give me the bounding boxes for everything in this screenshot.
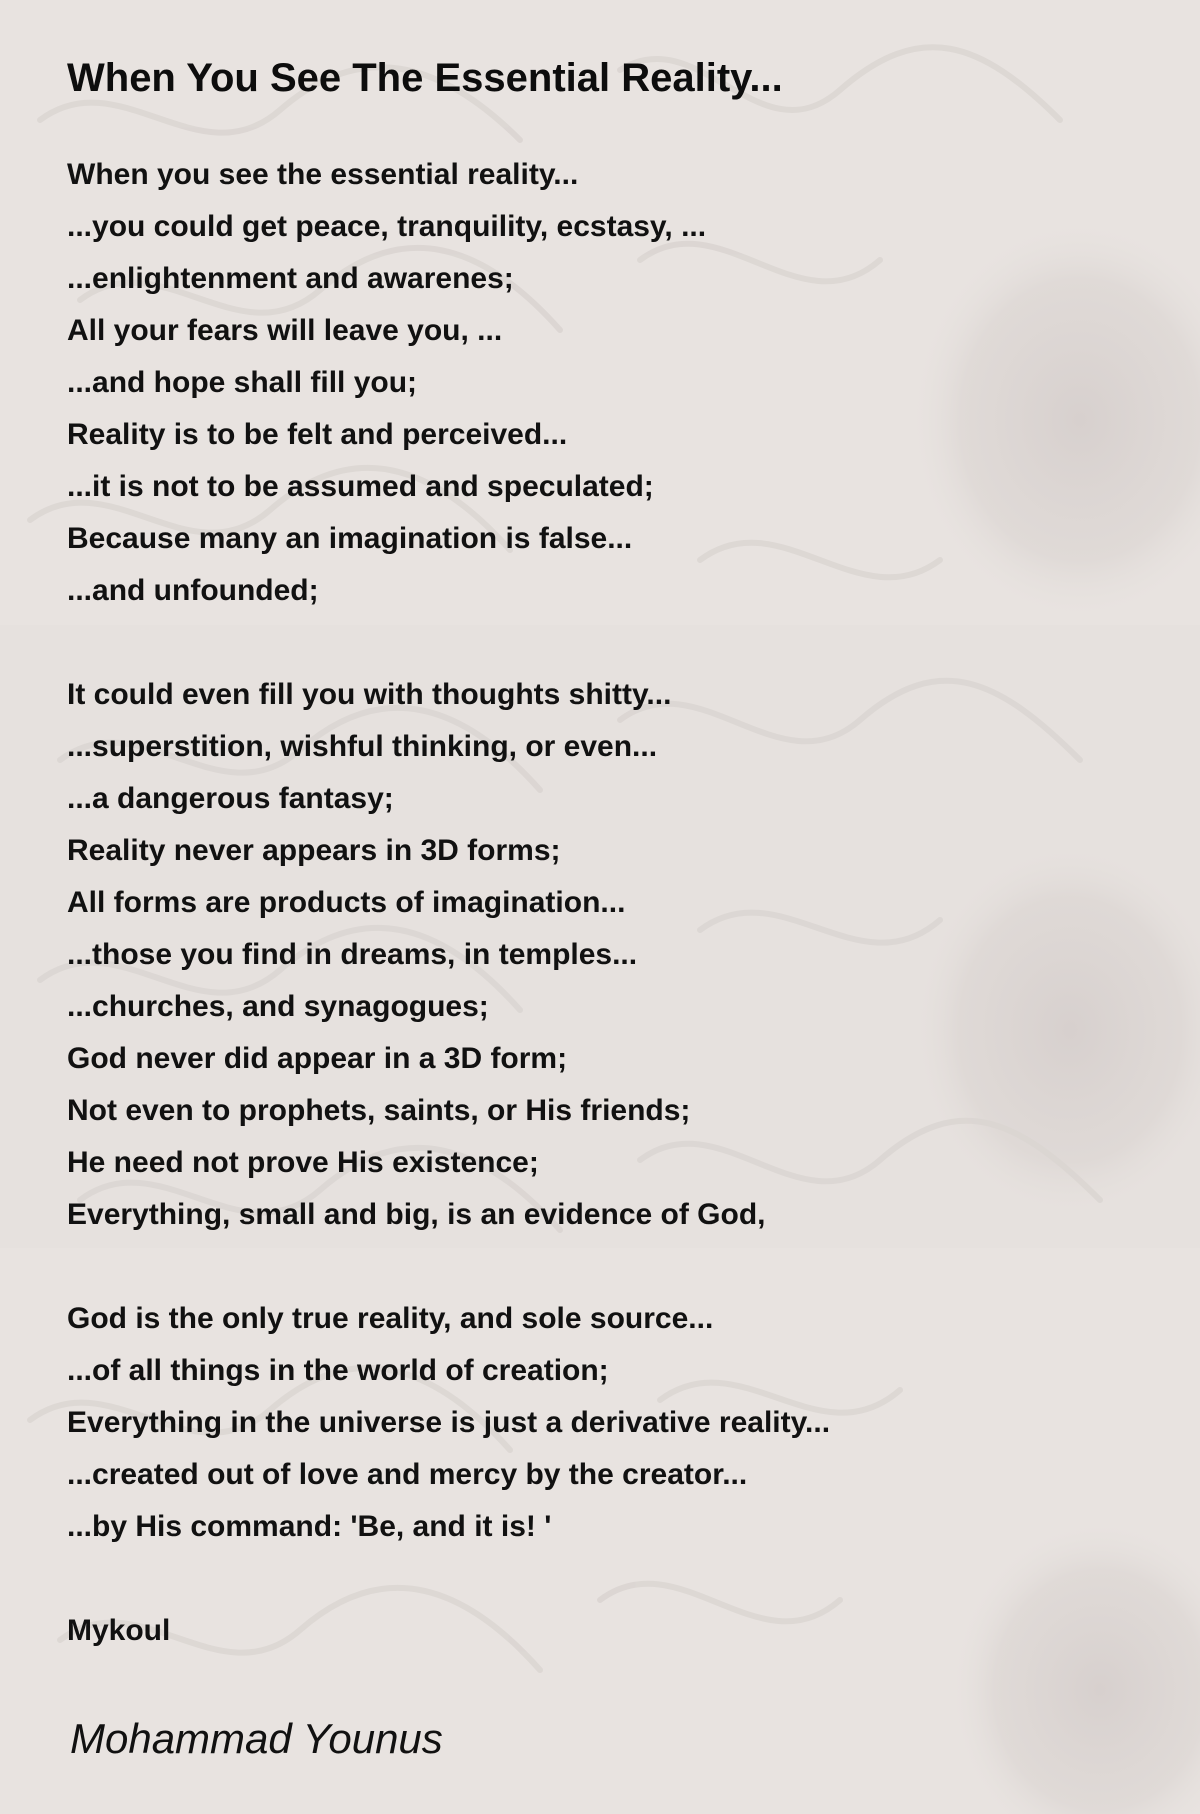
poem-line: Not even to prophets, saints, or His friends; [67,1094,691,1127]
poem-line: ...you could get peace, tranquility, ecstasy, ... [67,210,707,243]
poem-line: All forms are products of imagination... [67,886,626,919]
poem-line: God is the only true reality, and sole source... [67,1302,714,1335]
poem-line: God never did appear in a 3D form; [67,1042,568,1075]
poem-line: ...churches, and synagogues; [67,990,489,1023]
poem-line: When you see the essential reality... [67,158,579,191]
poem-signature: Mykoul [67,1614,171,1647]
stanza-3 [67,1297,1167,1557]
poem-line: It could even fill you with thoughts shitty... [67,678,672,711]
poem-line: Reality never appears in 3D forms; [67,834,561,867]
poem-line: ...those you find in dreams, in temples... [67,938,638,971]
poem-line: ...and unfounded; [67,574,319,607]
poem-line: Everything in the universe is just a derivative reality... [67,1406,831,1439]
poem-line: He need not prove His existence; [67,1146,539,1179]
poem-line: All your fears will leave you, ... [67,314,503,347]
poem-line: ...superstition, wishful thinking, or even... [67,730,658,763]
author-name: Mohammad Younus [70,1715,443,1762]
poem-line: ...of all things in the world of creation; [67,1354,609,1387]
poem-line: ...created out of love and mercy by the creator... [67,1458,748,1491]
poem-line: Reality is to be felt and perceived... [67,418,568,451]
poem-title: When You See The Essential Reality... [67,56,783,100]
poem-line: ...by His command: 'Be, and it is! ' [67,1510,552,1543]
poem-body [67,153,1167,1661]
stanza-2 [67,673,1167,1245]
poem-line: Everything, small and big, is an evidence of God, [67,1198,766,1231]
stanza-1 [67,153,1167,621]
poem-line: ...enlightenment and awarenes; [67,262,514,295]
poem-line: ...it is not to be assumed and speculated; [67,470,654,503]
poem-line: ...a dangerous fantasy; [67,782,394,815]
poem-line: Because many an imagination is false... [67,522,633,555]
poem-line: ...and hope shall fill you; [67,366,418,399]
